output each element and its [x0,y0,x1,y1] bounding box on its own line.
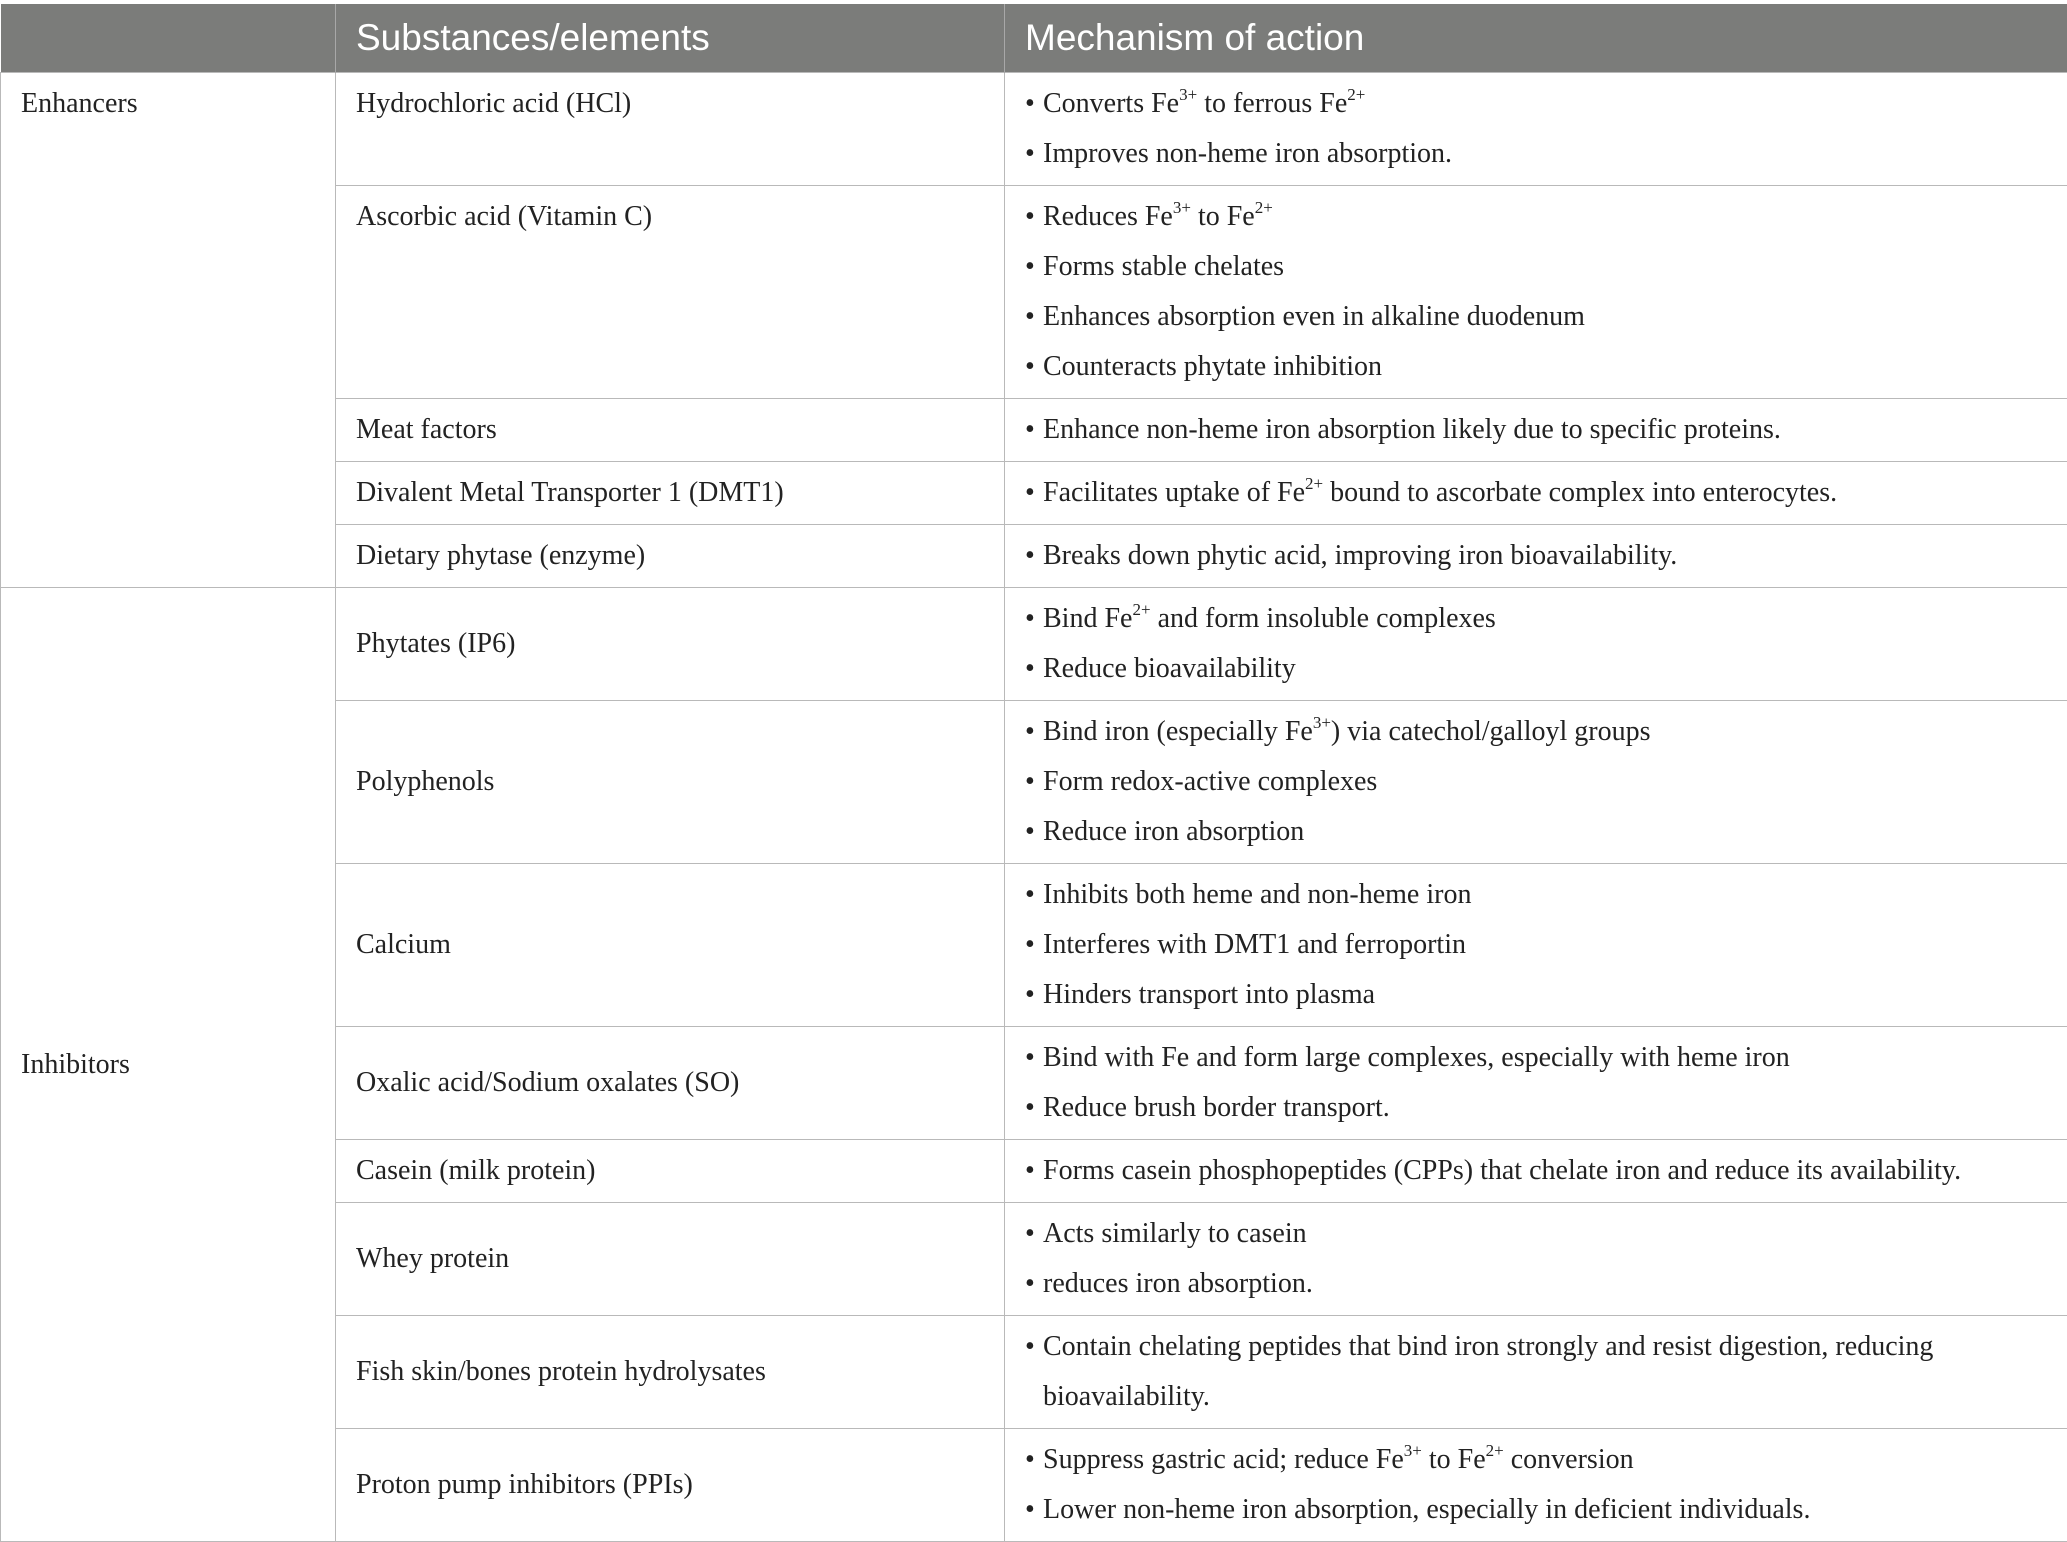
superscript-charge: 3+ [1404,1441,1422,1460]
substance-cell: Whey protein [336,1203,1005,1316]
superscript-charge: 3+ [1179,85,1197,104]
bullet-marker: • [1025,1209,1043,1259]
substance-cell: Divalent Metal Transporter 1 (DMT1) [336,462,1005,525]
bullet-marker: • [1025,644,1043,694]
mechanism-cell [1005,1027,2067,1140]
mechanism-bullet [1025,192,2047,242]
group-label-enhancers: Enhancers [1,73,336,588]
mechanism-bullet [1025,870,2047,920]
mechanism-bullet [1025,292,2047,342]
bullet-marker: • [1025,468,1043,518]
mechanism-bullet [1025,1209,2047,1259]
bullet-marker: • [1025,192,1043,242]
mechanism-text: Inhibits both heme and non-heme iron [1043,870,2047,920]
mechanism-text: Forms stable chelates [1043,242,2047,292]
mechanism-text: Contain chelating peptides that bind iron strongly and resist digestion, reducing bioavailability. [1043,1322,2047,1422]
mechanism-cell [1005,462,2067,525]
substance-cell: Casein (milk protein) [336,1140,1005,1203]
superscript-charge: 2+ [1132,600,1150,619]
header-substances: Substances/elements [336,4,1005,73]
bullet-marker: • [1025,79,1043,129]
header-category [1,4,336,73]
mechanism-text: Hinders transport into plasma [1043,970,2047,1020]
mechanism-text: Reduce brush border transport. [1043,1083,2047,1133]
mechanism-text: Form redox-active complexes [1043,757,2047,807]
superscript-charge: 3+ [1173,198,1191,217]
mechanism-text: Facilitates uptake of $Fe^{2+}$ bound to ascorbate complex into enterocytes. [1043,468,2047,518]
mechanism-text: Reduce bioavailability [1043,644,2047,694]
mechanism-bullet [1025,644,2047,694]
mechanism-bullet [1025,405,2047,455]
mechanism-text: Converts $Fe^{3+}$ to ferrous $Fe^{2+}$ [1043,79,2047,129]
table-row [1,73,2067,186]
mechanism-text: Forms casein phosphopeptides (CPPs) that chelate iron and reduce its availability. [1043,1146,2047,1196]
mechanism-bullet [1025,757,2047,807]
mechanism-bullet [1025,1485,2047,1535]
mechanism-text: Suppress gastric acid; reduce $Fe^{3+}$ to $Fe^{2+}$ conversion [1043,1435,2047,1485]
bullet-marker: • [1025,1485,1043,1535]
iron-absorption-table [0,4,2067,1542]
superscript-charge: 2+ [1255,198,1273,217]
bullet-marker: • [1025,920,1043,970]
mechanism-cell [1005,1203,2067,1316]
bullet-marker: • [1025,1033,1043,1083]
iron-absorption-table-container [0,4,2067,1542]
mechanism-cell [1005,864,2067,1027]
mechanism-text: Lower non-heme iron absorption, especially in deficient individuals. [1043,1485,2047,1535]
mechanism-bullet [1025,920,2047,970]
mechanism-bullet [1025,342,2047,392]
bullet-marker: • [1025,129,1043,179]
bullet-marker: • [1025,405,1043,455]
bullet-marker: • [1025,594,1043,644]
bullet-marker: • [1025,870,1043,920]
bullet-marker: • [1025,1146,1043,1196]
mechanism-cell [1005,186,2067,399]
substance-cell: Dietary phytase (enzyme) [336,525,1005,588]
mechanism-bullet [1025,79,2047,129]
mechanism-bullet [1025,531,2047,581]
mechanism-bullet [1025,468,2047,518]
mechanism-bullet [1025,1435,2047,1485]
mechanism-bullet [1025,1259,2047,1309]
mechanism-cell [1005,1140,2067,1203]
substance-cell: Polyphenols [336,701,1005,864]
mechanism-cell [1005,1316,2067,1429]
mechanism-text: Bind $Fe^{2+}$ and form insoluble complexes [1043,594,2047,644]
mechanism-text: Enhance non-heme iron absorption likely due to specific proteins. [1043,405,2047,455]
mechanism-cell [1005,73,2067,186]
bullet-marker: • [1025,807,1043,857]
substance-cell: Oxalic acid/Sodium oxalates (SO) [336,1027,1005,1140]
mechanism-text: Acts similarly to casein [1043,1209,2047,1259]
bullet-marker: • [1025,970,1043,1020]
substance-cell: Fish skin/bones protein hydrolysates [336,1316,1005,1429]
table-row [1,588,2067,701]
mechanism-text: Bind iron (especially $Fe^{3+}$) via catechol/galloyl groups [1043,707,2047,757]
bullet-marker: • [1025,1435,1043,1485]
mechanism-text: Reduce iron absorption [1043,807,2047,857]
mechanism-bullet [1025,594,2047,644]
substance-cell: Ascorbic acid (Vitamin C) [336,186,1005,399]
bullet-marker: • [1025,1083,1043,1133]
mechanism-cell [1005,701,2067,864]
bullet-marker: • [1025,242,1043,292]
mechanism-text: Reduces $Fe^{3+}$ to $Fe^{2+}$ [1043,192,2047,242]
mechanism-cell [1005,525,2067,588]
mechanism-text: Interferes with DMT1 and ferroportin [1043,920,2047,970]
group-label-inhibitors: Inhibitors [1,588,336,1542]
mechanism-bullet [1025,242,2047,292]
mechanism-bullet [1025,1146,2047,1196]
mechanism-text: Improves non-heme iron absorption. [1043,129,2047,179]
mechanism-bullet [1025,1083,2047,1133]
mechanism-bullet [1025,970,2047,1020]
mechanism-text: Counteracts phytate inhibition [1043,342,2047,392]
mechanism-bullet [1025,129,2047,179]
substance-cell: Proton pump inhibitors (PPIs) [336,1429,1005,1542]
mechanism-cell [1005,399,2067,462]
bullet-marker: • [1025,757,1043,807]
superscript-charge: 2+ [1486,1441,1504,1460]
mechanism-text: reduces iron absorption. [1043,1259,2047,1309]
mechanism-text: Breaks down phytic acid, improving iron bioavailability. [1043,531,2047,581]
header-mechanism: Mechanism of action [1005,4,2067,73]
bullet-marker: • [1025,342,1043,392]
substance-cell: Phytates (IP6) [336,588,1005,701]
table-header-row [1,4,2067,73]
substance-cell: Meat factors [336,399,1005,462]
bullet-marker: • [1025,531,1043,581]
bullet-marker: • [1025,707,1043,757]
mechanism-text: Enhances absorption even in alkaline duodenum [1043,292,2047,342]
superscript-charge: 2+ [1347,85,1365,104]
substance-cell: Calcium [336,864,1005,1027]
bullet-marker: • [1025,1259,1043,1309]
bullet-marker: • [1025,292,1043,342]
bullet-marker: • [1025,1322,1043,1372]
superscript-charge: 2+ [1305,474,1323,493]
substance-cell: Hydrochloric acid (HCl) [336,73,1005,186]
superscript-charge: 3+ [1313,713,1331,732]
mechanism-bullet [1025,1322,2047,1422]
mechanism-bullet [1025,807,2047,857]
mechanism-cell [1005,588,2067,701]
mechanism-bullet [1025,1033,2047,1083]
mechanism-text: Bind with Fe and form large complexes, especially with heme iron [1043,1033,2047,1083]
mechanism-cell [1005,1429,2067,1542]
mechanism-bullet [1025,707,2047,757]
